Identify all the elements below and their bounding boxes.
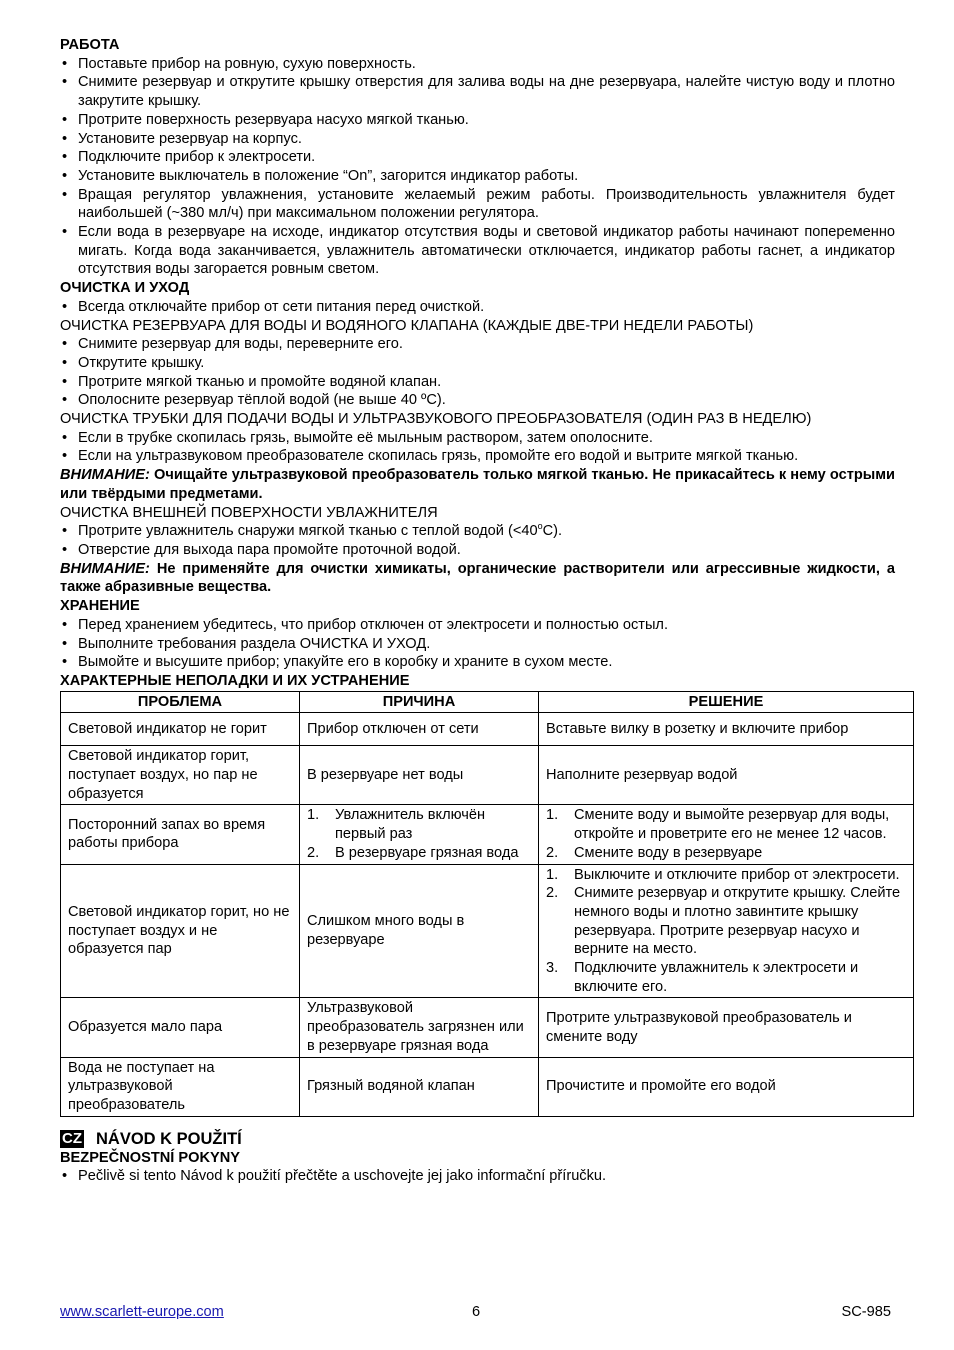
item-number: 3. (546, 960, 559, 977)
cell-solution (539, 864, 914, 998)
table-row (61, 713, 914, 746)
item-number: 2. (307, 844, 320, 861)
list-item: • Установите выключатель в положение “On”, загорится индикатор работы. (60, 167, 895, 186)
list-item: • Установите резервуар на корпус. (60, 130, 895, 149)
cz-list (60, 1167, 895, 1186)
cell-solution: Прочистите и промойте его водой (539, 1057, 914, 1116)
list-item (546, 806, 906, 843)
list-item-text: Протрите увлажнитель снаружи мягкой тканью с теплой водой (<40 (78, 523, 538, 540)
page-number: 6 (472, 1304, 481, 1320)
table-header-row (61, 691, 914, 713)
list-item (546, 844, 906, 863)
column-header-solution: РЕШЕНИЕ (539, 691, 914, 713)
section-heading-work: РАБОТА (60, 37, 120, 53)
cell-cause: Ультразвуковой преобразователь загрязнен или в резервуаре грязная вода (300, 998, 539, 1057)
table-row (61, 998, 914, 1057)
cell-problem: Вода не поступает на ультразвуковой преобразователь (61, 1057, 300, 1116)
work-list (60, 55, 895, 279)
warning-note (60, 560, 895, 597)
list-item: • Снимите резервуар и открутите крышку отверстия для залива воды на дне резервуара, налейте чистую воду и плотно закрутите крышку. (60, 73, 895, 110)
troubleshooting-table (60, 691, 914, 1117)
list-item: • Снимите резервуар для воды, переверните его. (60, 335, 895, 354)
cell-cause (300, 805, 539, 864)
column-header-cause: ПРИЧИНА (300, 691, 539, 713)
subheading-tank-cleaning: ОЧИСТКА РЕЗЕРВУАРА ДЛЯ ВОДЫ И ВОДЯНОГО КЛАПАНА (КАЖДЫЕ ДВЕ-ТРИ НЕДЕЛИ РАБОТЫ) (60, 317, 754, 334)
list-item-text: С). (542, 523, 563, 540)
cz-subheading: BEZPEČNOSTNÍ POKYNY (60, 1149, 241, 1166)
cell-solution: Протрите ультразвуковой преобразователь и смените воду (539, 998, 914, 1057)
list-item: • Всегда отключайте прибор от сети питания перед очисткой. (60, 298, 895, 317)
list-item: • Выполните требования раздела ОЧИСТКА И УХОД. (60, 635, 895, 654)
website-link[interactable]: www.scarlett-europe.com (60, 1304, 224, 1320)
list-item: • Если вода в резервуаре на исходе, индикатор отсутствия воды и световой индикатор работы начинают попеременно мигать. Когда вода заканчивается, увлажнитель автоматически отключается, индикатор работы гаснет, а индикатор отсутствия воды загорается ровным светом. (60, 223, 895, 279)
item-number: 2. (546, 885, 559, 902)
table-row (61, 805, 914, 864)
tank-cleaning-list (60, 335, 895, 410)
list-item: • Вымойте и высушите прибор; упакуйте его в коробку и храните в сухом месте. (60, 653, 895, 672)
cause-list (307, 806, 531, 862)
warning-label: ВНИМАНИЕ: (60, 560, 150, 577)
solution-list (546, 866, 906, 997)
list-item: • Протрите мягкой тканью и промойте водяной клапан. (60, 373, 895, 392)
cz-section-title (60, 1129, 895, 1149)
item-text: Смените воду в резервуаре (574, 844, 763, 861)
cell-solution (539, 805, 914, 864)
warning-label: ВНИМАНИЕ: (60, 467, 150, 484)
cell-problem: Образуется мало пара (61, 998, 300, 1057)
item-number: 1. (307, 807, 320, 824)
item-number: 1. (546, 807, 559, 824)
tube-cleaning-list (60, 429, 895, 466)
item-number: 1. (546, 866, 559, 883)
item-text: Смените воду и вымойте резервуар для воды, откройте и проветрите его не менее 12 часов. (574, 807, 890, 843)
list-item (307, 806, 531, 843)
item-number: 2. (546, 844, 559, 861)
list-item: • Если в трубке скопилась грязь, вымойте её мыльным раствором, затем ополосните. (60, 429, 895, 448)
list-item (546, 959, 906, 996)
list-item: • Перед хранением убедитесь, что прибор отключен от электросети и полностью остыл. (60, 616, 895, 635)
subheading-tube-cleaning: ОЧИСТКА ТРУБКИ ДЛЯ ПОДАЧИ ВОДЫ И УЛЬТРАЗВУКОВОГО ПРЕОБРАЗОВАТЕЛЯ (ОДИН РАЗ В НЕДЕЛЮ) (60, 411, 812, 428)
list-item: • Ополосните резервуар тёплой водой (не выше 40 ºС). (60, 391, 895, 410)
warning-text: Очищайте ультразвуковой преобразователь только мягкой тканью. Не прикасайтесь к нему острыми или твёрдыми предметами. (60, 467, 895, 502)
cell-solution: Наполните резервуар водой (539, 746, 914, 805)
list-item: • Отверстие для выхода пара промойте проточной водой. (60, 541, 895, 560)
item-text: Подключите увлажнитель к электросети и включите его. (574, 960, 859, 995)
list-item (546, 884, 906, 959)
item-text: Снимите резервуар и открутите крышку. Слейте немного воды и плотно завинтите крышку резервуара. Протрите резервуар насухо и верните на место. (574, 885, 901, 958)
table-row (61, 1057, 914, 1116)
list-item (307, 844, 531, 863)
cell-cause: Прибор отключен от сети (300, 713, 539, 746)
list-item (60, 522, 895, 541)
cell-cause: Грязный водяной клапан (300, 1057, 539, 1116)
cell-problem: Световой индикатор горит, поступает воздух, но пар не образуется (61, 746, 300, 805)
subheading-exterior-cleaning: ОЧИСТКА ВНЕШНЕЙ ПОВЕРХНОСТИ УВЛАЖНИТЕЛЯ (60, 504, 438, 521)
cell-cause: Слишком много воды в резервуаре (300, 864, 539, 998)
cz-title-text: NÁVOD K POUŽITÍ (96, 1129, 242, 1148)
section-heading-cleaning: ОЧИСТКА И УХОД (60, 280, 190, 297)
list-item: • Открутите крышку. (60, 354, 895, 373)
cell-solution: Вставьте вилку в розетку и включите прибор (539, 713, 914, 746)
list-item (546, 866, 906, 885)
exterior-cleaning-list (60, 522, 895, 559)
list-item: • Протрите поверхность резервуара насухо мягкой тканью. (60, 111, 895, 130)
table-row (61, 746, 914, 805)
cell-problem: Световой индикатор горит, но не поступает воздух и не образуется пар (61, 864, 300, 998)
solution-list (546, 806, 906, 862)
list-item: • Поставьте прибор на ровную, сухую поверхность. (60, 55, 895, 74)
cleaning-list (60, 298, 895, 317)
cell-problem: Посторонний запах во время работы прибора (61, 805, 300, 864)
warning-note (60, 466, 895, 503)
list-item: • Подключите прибор к электросети. (60, 148, 895, 167)
warning-text: Не применяйте для очистки химикаты, органические растворители или агрессивные жидкости, а также абразивные вещества. (60, 560, 895, 596)
table-row (61, 864, 914, 998)
section-heading-troubleshooting: ХАРАКТЕРНЫЕ НЕПОЛАДКИ И ИХ УСТРАНЕНИЕ (60, 672, 410, 689)
item-text: Выключите и отключите прибор от электросети. (574, 866, 900, 883)
list-item: • Pečlivě si tento Návod k použití přečtěte a uschovejte jej jako informační příručku. (60, 1167, 895, 1186)
cell-cause: В резервуаре нет воды (300, 746, 539, 805)
item-text: Увлажнитель включён первый раз (335, 807, 486, 843)
list-item: • Если на ультразвуковом преобразователе скопилась грязь, промойте его водой и вытрите мягкой тканью. (60, 447, 895, 466)
item-text: В резервуаре грязная вода (335, 844, 519, 861)
storage-list (60, 616, 895, 672)
degree-sign: o (537, 521, 543, 532)
cell-problem: Световой индикатор не горит (61, 713, 300, 746)
language-badge: CZ (62, 1129, 82, 1147)
model-number: SC-985 (841, 1304, 891, 1320)
section-heading-storage: ХРАНЕНИЕ (60, 598, 140, 615)
column-header-problem: ПРОБЛЕМА (61, 691, 300, 713)
list-item: • Вращая регулятор увлажнения, установите желаемый режим работы. Производительность увлажнителя будет наибольшей (~380 мл/ч) при максимальном положении регулятора. (60, 186, 895, 223)
page-content (60, 36, 901, 1186)
